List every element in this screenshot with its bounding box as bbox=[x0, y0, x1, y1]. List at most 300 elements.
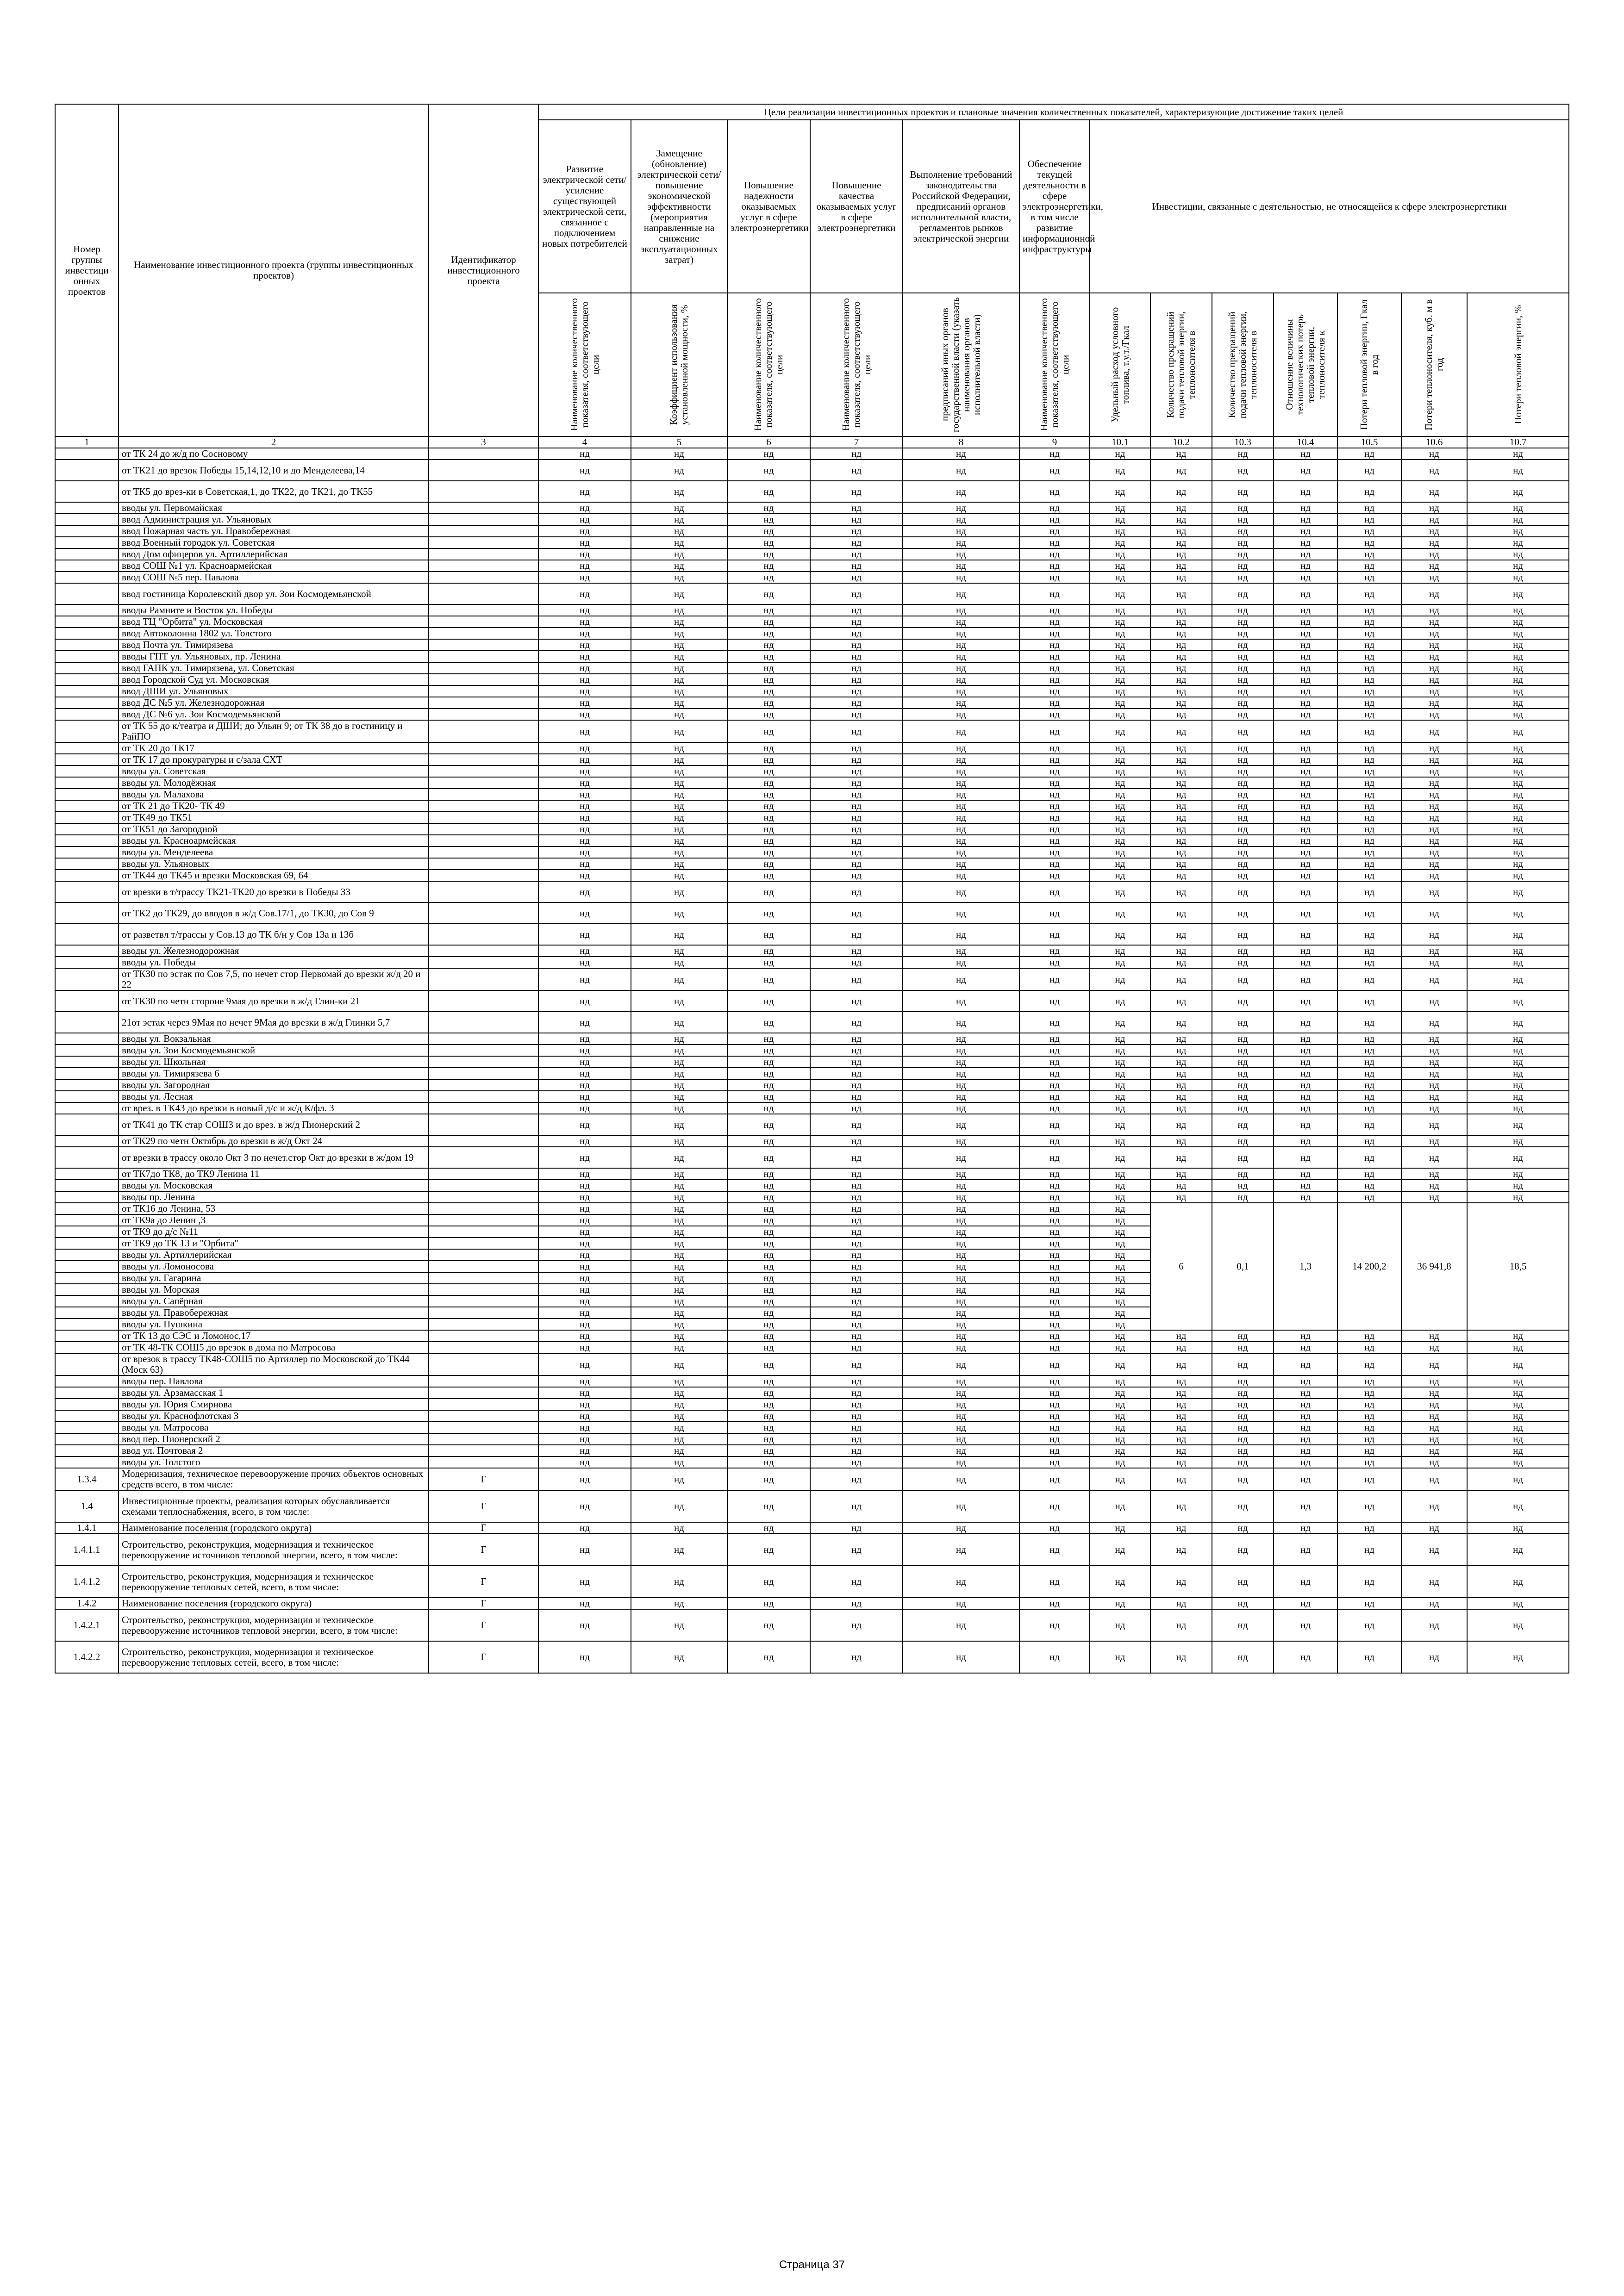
header-goal-6: Повышение надежности оказываемых услуг в сфере электроэнергетики bbox=[727, 120, 810, 293]
value-cell: нд bbox=[1401, 1045, 1467, 1056]
value-cell: нд bbox=[1274, 1490, 1337, 1522]
value-cell: нд bbox=[1337, 789, 1401, 800]
value-cell: нд bbox=[1150, 945, 1212, 957]
value-cell: нд bbox=[1401, 697, 1467, 709]
group-number-cell bbox=[55, 1307, 119, 1319]
value-cell: нд bbox=[1401, 902, 1467, 924]
table-row bbox=[55, 720, 1569, 742]
value-cell: нд bbox=[903, 685, 1019, 697]
value-cell: нд bbox=[903, 1375, 1019, 1387]
project-id-cell bbox=[429, 1272, 538, 1284]
value-cell: нд bbox=[903, 1522, 1019, 1534]
value-cell: нд bbox=[631, 1295, 727, 1307]
value-cell: нд bbox=[1212, 1468, 1274, 1490]
value-cell: нд bbox=[903, 1307, 1019, 1319]
value-cell: нд bbox=[1401, 1102, 1467, 1114]
column-number: 10.2 bbox=[1150, 436, 1212, 448]
value-cell: нд bbox=[903, 1566, 1019, 1598]
value-cell: нд bbox=[1401, 881, 1467, 902]
project-name-cell: вводы ул. Морская bbox=[119, 1284, 429, 1295]
value-cell: нд bbox=[810, 990, 903, 1012]
header-goal-8: Выполнение требований законодательства Российской Федерации, предписаний органов исполнительной власти, регламентов рынков электрической энергии bbox=[903, 120, 1019, 293]
value-cell: нд bbox=[631, 1445, 727, 1456]
value-cell: нд bbox=[538, 742, 631, 754]
group-number-cell bbox=[55, 1261, 119, 1272]
group-number-cell bbox=[55, 1342, 119, 1353]
value-cell: нд bbox=[538, 1353, 631, 1375]
value-cell: нд bbox=[1090, 1238, 1150, 1249]
value-cell: нд bbox=[1274, 765, 1337, 777]
value-cell: нд bbox=[1212, 514, 1274, 525]
value-cell: нд bbox=[1090, 525, 1150, 537]
project-id-cell bbox=[429, 1433, 538, 1445]
value-cell: нд bbox=[727, 1641, 810, 1673]
project-id-cell bbox=[429, 1307, 538, 1319]
project-id-cell bbox=[429, 1135, 538, 1147]
value-cell: нд bbox=[1090, 1399, 1150, 1410]
value-cell: нд bbox=[727, 1091, 810, 1102]
value-cell: нд bbox=[1090, 1468, 1150, 1490]
value-cell: нд bbox=[1467, 1135, 1569, 1147]
value-cell: нд bbox=[1150, 800, 1212, 812]
value-cell: нд bbox=[1150, 957, 1212, 968]
value-cell: нд bbox=[810, 1330, 903, 1342]
value-cell: нд bbox=[1274, 448, 1337, 460]
value-cell: нд bbox=[903, 1114, 1019, 1135]
value-cell: нд bbox=[1090, 662, 1150, 674]
project-name-cell: вводы ул. Менделеева bbox=[119, 846, 429, 858]
value-cell: нд bbox=[538, 481, 631, 502]
value-cell: нд bbox=[903, 537, 1019, 548]
value-cell: нд bbox=[1019, 1238, 1090, 1249]
value-cell: нд bbox=[631, 835, 727, 846]
value-cell: нд bbox=[1274, 548, 1337, 560]
value-cell: нд bbox=[1212, 1445, 1274, 1456]
value-cell: нд bbox=[1337, 448, 1401, 460]
value-cell: нд bbox=[1212, 1522, 1274, 1534]
value-cell: нд bbox=[903, 812, 1019, 823]
value-cell: нд bbox=[903, 858, 1019, 870]
value-cell: нд bbox=[903, 1353, 1019, 1375]
group-number-cell bbox=[55, 1012, 119, 1033]
project-name-cell: вводы ул. Арзамасская 1 bbox=[119, 1387, 429, 1399]
value-cell: нд bbox=[631, 1566, 727, 1598]
column-number: 3 bbox=[429, 436, 538, 448]
value-cell: нд bbox=[631, 685, 727, 697]
value-cell: нд bbox=[903, 662, 1019, 674]
value-cell: нд bbox=[631, 525, 727, 537]
value-cell: нд bbox=[631, 460, 727, 481]
value-cell: нд bbox=[903, 990, 1019, 1012]
value-cell: нд bbox=[810, 583, 903, 604]
project-name-cell: от врезок в трассу ТК48-СОШ5 по Артиллер по Московской до ТК44 (Моск 63) bbox=[119, 1353, 429, 1375]
value-cell: нд bbox=[1090, 583, 1150, 604]
value-cell: нд bbox=[1090, 1168, 1150, 1180]
value-cell: нд bbox=[1337, 709, 1401, 720]
value-cell: нд bbox=[903, 628, 1019, 639]
value-cell: нд bbox=[810, 1180, 903, 1191]
value-cell: нд bbox=[1337, 1330, 1401, 1342]
table-row bbox=[55, 1079, 1569, 1091]
project-name-cell: от ТК30 по эстак по Сов 7,5, по нечет стор Первомай до врезки ж/д 20 и 22 bbox=[119, 968, 429, 990]
value-cell: нд bbox=[727, 1410, 810, 1422]
value-cell: нд bbox=[727, 514, 810, 525]
value-cell: нд bbox=[631, 870, 727, 881]
project-name-cell: от ТК7до ТК8, до ТК9 Ленина 11 bbox=[119, 1168, 429, 1180]
table-row bbox=[55, 789, 1569, 800]
group-number-cell bbox=[55, 460, 119, 481]
value-cell: нд bbox=[1337, 604, 1401, 616]
value-cell: нд bbox=[1212, 572, 1274, 583]
value-cell: нд bbox=[810, 604, 903, 616]
value-cell: нд bbox=[1090, 1353, 1150, 1375]
value-cell: нд bbox=[727, 1534, 810, 1566]
value-cell: нд bbox=[631, 1068, 727, 1079]
value-cell: нд bbox=[1150, 742, 1212, 754]
value-cell: нд bbox=[727, 742, 810, 754]
value-cell: нд bbox=[1401, 742, 1467, 754]
value-cell: нд bbox=[1274, 1641, 1337, 1673]
value-cell: нд bbox=[903, 651, 1019, 662]
value-cell: нд bbox=[1274, 902, 1337, 924]
value-cell: нд bbox=[631, 800, 727, 812]
table-row bbox=[55, 1566, 1569, 1598]
value-cell: нд bbox=[727, 1056, 810, 1068]
group-number-cell bbox=[55, 777, 119, 789]
value-cell: нд bbox=[810, 720, 903, 742]
value-cell: нд bbox=[538, 525, 631, 537]
value-cell: нд bbox=[538, 812, 631, 823]
value-cell: нд bbox=[631, 1249, 727, 1261]
group-number-cell bbox=[55, 448, 119, 460]
value-cell: нд bbox=[1467, 1045, 1569, 1056]
value-cell: нд bbox=[903, 448, 1019, 460]
value-cell: нд bbox=[727, 548, 810, 560]
value-cell: нд bbox=[1274, 1566, 1337, 1598]
value-cell: нд bbox=[1150, 1045, 1212, 1056]
value-cell: нд bbox=[1467, 1456, 1569, 1468]
value-cell: нд bbox=[1090, 835, 1150, 846]
table-row bbox=[55, 881, 1569, 902]
group-number-cell bbox=[55, 1114, 119, 1135]
value-cell: нд bbox=[1212, 1433, 1274, 1445]
value-cell: нд bbox=[903, 1319, 1019, 1330]
value-cell: нд bbox=[1467, 481, 1569, 502]
project-id-cell bbox=[429, 800, 538, 812]
group-number-cell bbox=[55, 1422, 119, 1433]
table-row bbox=[55, 924, 1569, 945]
project-id-cell bbox=[429, 881, 538, 902]
value-cell: нд bbox=[903, 1033, 1019, 1045]
group-number-cell: 1.4 bbox=[55, 1490, 119, 1522]
value-cell: нд bbox=[1401, 604, 1467, 616]
value-cell: нд bbox=[1274, 709, 1337, 720]
value-cell: нд bbox=[1212, 1342, 1274, 1353]
group-number-cell bbox=[55, 1068, 119, 1079]
value-cell: нд bbox=[1212, 1399, 1274, 1410]
table-row bbox=[55, 800, 1569, 812]
value-cell: нд bbox=[1019, 1168, 1090, 1180]
value-cell: нд bbox=[1019, 1203, 1090, 1214]
table-row bbox=[55, 1342, 1569, 1353]
value-cell: нд bbox=[538, 1226, 631, 1238]
value-cell: нд bbox=[1274, 604, 1337, 616]
value-cell: нд bbox=[1467, 990, 1569, 1012]
value-cell: нд bbox=[1467, 1534, 1569, 1566]
value-cell: нд bbox=[1337, 846, 1401, 858]
project-name-cell: вводы ул. Школьная bbox=[119, 1056, 429, 1068]
value-cell: нд bbox=[631, 481, 727, 502]
table-row bbox=[55, 514, 1569, 525]
value-cell: нд bbox=[631, 1399, 727, 1410]
value-cell: нд bbox=[1212, 1068, 1274, 1079]
value-cell: нд bbox=[631, 1422, 727, 1433]
value-cell: нд bbox=[538, 1249, 631, 1261]
value-cell: нд bbox=[1090, 639, 1150, 651]
value-cell: нд bbox=[1212, 990, 1274, 1012]
value-cell: нд bbox=[1019, 1135, 1090, 1147]
value-cell: нд bbox=[727, 1214, 810, 1226]
value-cell: нд bbox=[1090, 1226, 1150, 1238]
value-cell: нд bbox=[1467, 1180, 1569, 1191]
project-name-cell: вводы ул. Пушкина bbox=[119, 1319, 429, 1330]
value-cell: нд bbox=[727, 858, 810, 870]
value-cell: нд bbox=[1090, 1045, 1150, 1056]
value-cell: нд bbox=[1274, 651, 1337, 662]
header-goal-9: Обеспечение текущей деятельности в сфере электроэнергетики, в том числе развитие информационной инфраструктуры bbox=[1019, 120, 1090, 293]
project-id-cell bbox=[429, 1180, 538, 1191]
value-cell: нд bbox=[1274, 924, 1337, 945]
value-cell: нд bbox=[1401, 1522, 1467, 1534]
value-cell: нд bbox=[1150, 870, 1212, 881]
group-number-cell bbox=[55, 583, 119, 604]
value-cell: нд bbox=[1401, 990, 1467, 1012]
value-cell: нд bbox=[1401, 812, 1467, 823]
value-cell: нд bbox=[1150, 1422, 1212, 1433]
value-cell: нд bbox=[810, 823, 903, 835]
value-cell: нд bbox=[1401, 525, 1467, 537]
project-name-cell: Строительство, реконструкция, модернизация и техническое перевооружение источников тепловой энергии, всего, в том числе: bbox=[119, 1609, 429, 1641]
header-indicator-10-7: Потери тепловой энергии, % bbox=[1467, 293, 1569, 436]
value-cell: нд bbox=[810, 1566, 903, 1598]
value-cell: нд bbox=[727, 1422, 810, 1433]
value-cell: нд bbox=[1467, 823, 1569, 835]
group-number-cell bbox=[55, 870, 119, 881]
value-cell: нд bbox=[727, 1203, 810, 1214]
value-cell: нд bbox=[1274, 1522, 1337, 1534]
value-cell: нд bbox=[1150, 525, 1212, 537]
value-cell: нд bbox=[1090, 1490, 1150, 1522]
value-cell: нд bbox=[1401, 846, 1467, 858]
value-cell: нд bbox=[631, 1272, 727, 1284]
value-cell: нд bbox=[1212, 835, 1274, 846]
value-cell: нд bbox=[727, 1522, 810, 1534]
group-number-cell bbox=[55, 945, 119, 957]
value-cell: нд bbox=[1150, 902, 1212, 924]
value-cell: нд bbox=[1019, 1375, 1090, 1387]
value-cell: нд bbox=[538, 1135, 631, 1147]
project-id-cell bbox=[429, 560, 538, 572]
value-cell: нд bbox=[810, 1203, 903, 1214]
value-cell: нд bbox=[1337, 858, 1401, 870]
value-cell: нд bbox=[727, 1609, 810, 1641]
value-cell: нд bbox=[631, 1468, 727, 1490]
project-name-cell: вводы пер. Павлова bbox=[119, 1375, 429, 1387]
value-cell: нд bbox=[538, 1079, 631, 1091]
value-cell: нд bbox=[1467, 685, 1569, 697]
value-cell: нд bbox=[1090, 846, 1150, 858]
value-cell: нд bbox=[1212, 1191, 1274, 1203]
project-id-cell bbox=[429, 583, 538, 604]
table-row bbox=[55, 835, 1569, 846]
value-cell: нд bbox=[1212, 525, 1274, 537]
value-cell: нд bbox=[1150, 1387, 1212, 1399]
header-goal-10: Инвестиции, связанные с деятельностью, не относящейся к сфере электроэнергетики bbox=[1090, 120, 1569, 293]
group-number-cell bbox=[55, 662, 119, 674]
value-cell: нд bbox=[1337, 1056, 1401, 1068]
value-cell: нд bbox=[1212, 823, 1274, 835]
value-cell: нд bbox=[727, 1307, 810, 1319]
project-name-cell: вводы пр. Ленина bbox=[119, 1191, 429, 1203]
header-project-id: Идентификатор инвестиционного проекта bbox=[429, 104, 538, 436]
value-cell: нд bbox=[538, 823, 631, 835]
table-row bbox=[55, 1135, 1569, 1147]
value-cell: нд bbox=[1337, 460, 1401, 481]
value-cell: нд bbox=[1150, 1375, 1212, 1387]
project-name-cell: от ТК9 до ТК 13 и "Орбита" bbox=[119, 1238, 429, 1249]
value-cell: нд bbox=[1150, 460, 1212, 481]
value-cell: нд bbox=[727, 945, 810, 957]
value-cell: нд bbox=[1467, 502, 1569, 514]
value-cell: нд bbox=[631, 1012, 727, 1033]
group-number-cell bbox=[55, 858, 119, 870]
value-cell: нд bbox=[1212, 1456, 1274, 1468]
project-id-cell bbox=[429, 1238, 538, 1249]
table-row bbox=[55, 968, 1569, 990]
value-cell: нд bbox=[631, 616, 727, 628]
value-cell: нд bbox=[538, 616, 631, 628]
value-cell: нд bbox=[727, 1168, 810, 1180]
value-cell: нд bbox=[538, 1102, 631, 1114]
value-cell: нд bbox=[727, 1456, 810, 1468]
value-cell: нд bbox=[631, 1307, 727, 1319]
value-cell: нд bbox=[1150, 881, 1212, 902]
value-cell: нд bbox=[1337, 1091, 1401, 1102]
value-cell: нд bbox=[1150, 823, 1212, 835]
value-cell: нд bbox=[1090, 616, 1150, 628]
value-cell: нд bbox=[631, 968, 727, 990]
header-indicator-10-4: Отношение величины технологических потерь тепловой энергии, теплоносителя к bbox=[1274, 293, 1337, 436]
value-cell: нд bbox=[1019, 1249, 1090, 1261]
value-cell: нд bbox=[903, 1490, 1019, 1522]
value-cell: нд bbox=[1274, 525, 1337, 537]
value-cell: нд bbox=[631, 754, 727, 765]
group-number-cell bbox=[55, 1249, 119, 1261]
column-number: 10.1 bbox=[1090, 436, 1150, 448]
project-id-cell bbox=[429, 448, 538, 460]
group-number-cell bbox=[55, 639, 119, 651]
value-cell: нд bbox=[1019, 560, 1090, 572]
value-cell: нд bbox=[903, 846, 1019, 858]
value-cell: нд bbox=[1467, 560, 1569, 572]
value-cell: нд bbox=[903, 1641, 1019, 1673]
investment-table bbox=[55, 104, 1569, 1674]
value-cell: нд bbox=[1019, 1410, 1090, 1422]
value-cell: нд bbox=[810, 1456, 903, 1468]
value-cell: нд bbox=[1337, 502, 1401, 514]
table-row bbox=[55, 1203, 1569, 1214]
value-cell: нд bbox=[1401, 639, 1467, 651]
value-cell: нд bbox=[810, 502, 903, 514]
project-name-cell: от ТК5 до врез-ки в Советская,1, до ТК22, до ТК21, до ТК55 bbox=[119, 481, 429, 502]
project-id-cell bbox=[429, 1422, 538, 1433]
value-cell: нд bbox=[1401, 870, 1467, 881]
project-id-cell bbox=[429, 525, 538, 537]
value-cell: нд bbox=[1019, 957, 1090, 968]
table-row bbox=[55, 1191, 1569, 1203]
value-cell: нд bbox=[1019, 1490, 1090, 1522]
value-cell: нд bbox=[1212, 1168, 1274, 1180]
value-cell: нд bbox=[1090, 823, 1150, 835]
project-id-cell bbox=[429, 1068, 538, 1079]
value-cell: нд bbox=[727, 1079, 810, 1091]
value-cell: нд bbox=[1274, 990, 1337, 1012]
project-id-cell bbox=[429, 709, 538, 720]
value-cell: нд bbox=[1019, 1045, 1090, 1056]
group-number-cell bbox=[55, 1056, 119, 1068]
table-row bbox=[55, 1522, 1569, 1534]
project-id-cell bbox=[429, 1342, 538, 1353]
value-cell: нд bbox=[1150, 537, 1212, 548]
value-cell: нд bbox=[810, 1056, 903, 1068]
value-cell: нд bbox=[903, 502, 1019, 514]
project-name-cell: от ТК16 до Ленина, 53 bbox=[119, 1203, 429, 1214]
value-cell: нд bbox=[903, 1079, 1019, 1091]
project-name-cell: ввод СОШ №1 ул. Красноармейская bbox=[119, 560, 429, 572]
value-cell: нд bbox=[1212, 765, 1274, 777]
value-cell: нд bbox=[1019, 674, 1090, 685]
value-cell: нд bbox=[1090, 1375, 1150, 1387]
value-cell: нд bbox=[538, 945, 631, 957]
value-cell: нд bbox=[903, 1261, 1019, 1272]
value-cell: нд bbox=[538, 1342, 631, 1353]
project-id-cell: Г bbox=[429, 1522, 538, 1534]
value-cell: нд bbox=[810, 754, 903, 765]
value-cell: нд bbox=[538, 968, 631, 990]
value-cell: нд bbox=[1467, 777, 1569, 789]
project-id-cell bbox=[429, 765, 538, 777]
value-cell: нд bbox=[1019, 1272, 1090, 1284]
group-number-cell bbox=[55, 765, 119, 777]
value-cell: нд bbox=[631, 1456, 727, 1468]
value-cell: нд bbox=[727, 1249, 810, 1261]
value-cell: нд bbox=[631, 1319, 727, 1330]
value-cell: нд bbox=[810, 835, 903, 846]
project-id-cell bbox=[429, 502, 538, 514]
value-cell: нд bbox=[810, 1641, 903, 1673]
value-cell: нд bbox=[1337, 1609, 1401, 1641]
value-cell: нд bbox=[1090, 720, 1150, 742]
value-cell: нд bbox=[1401, 583, 1467, 604]
value-cell: нд bbox=[1090, 674, 1150, 685]
value-cell: нд bbox=[1019, 924, 1090, 945]
table-row bbox=[55, 945, 1569, 957]
value-cell: нд bbox=[1019, 1068, 1090, 1079]
project-name-cell: вводы ул. Железнодорожная bbox=[119, 945, 429, 957]
project-id-cell: Г bbox=[429, 1534, 538, 1566]
value-cell: нд bbox=[1337, 1033, 1401, 1045]
value-cell: нд bbox=[1467, 858, 1569, 870]
